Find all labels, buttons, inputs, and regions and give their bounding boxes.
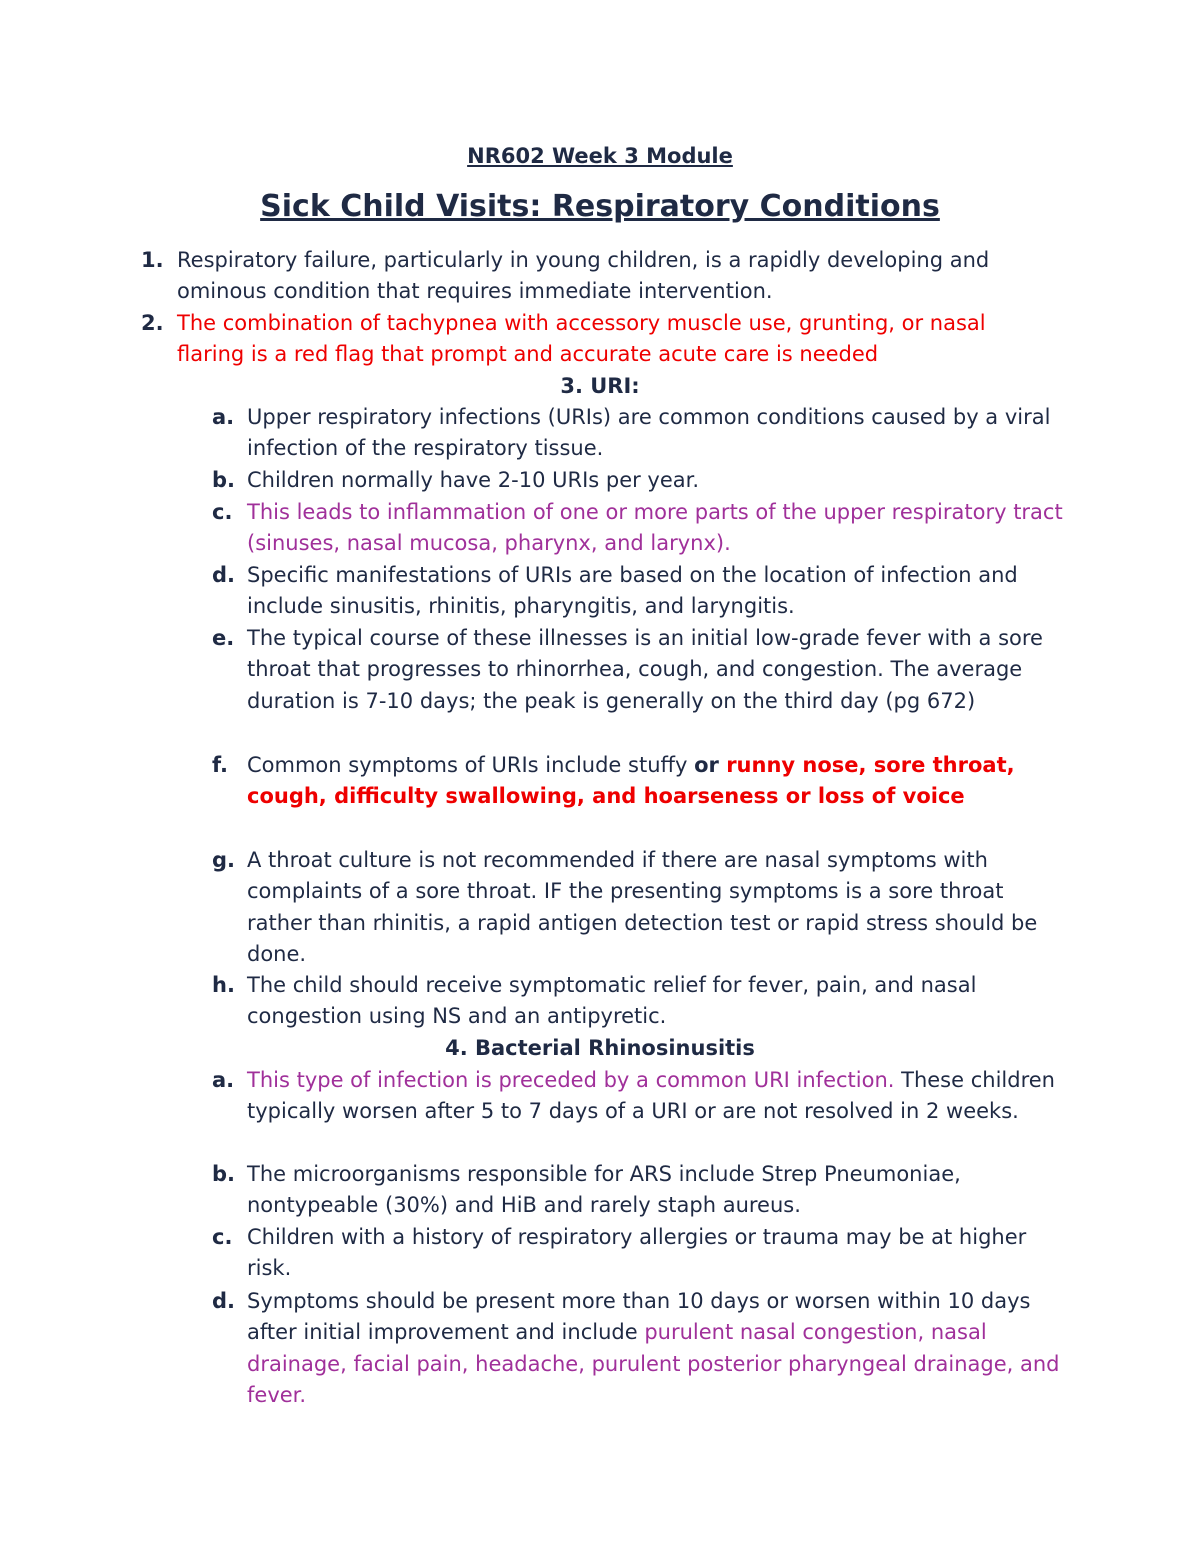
uri-item-f (212, 750, 1067, 813)
list-item-2 (141, 308, 1057, 371)
list-item-text: This leads to inflammation of one or more parts of the upper respiratory tract (sinuses, nasal mucosa, pharynx, and larynx). (247, 500, 1063, 556)
list-marker: a. (212, 405, 235, 429)
uri-item-h (212, 970, 1067, 1033)
list-item-text: The combination of tachypnea with accessory muscle use, grunting, or nasal flaring is a red flag that prompt and accurate acute care is needed (177, 311, 986, 367)
list-item-text: Upper respiratory infections (URIs) are common conditions caused by a viral infection of the respiratory tissue. (247, 405, 1051, 461)
list-item-text-highlight: This type of infection is preceded by a common URI infection. (247, 1068, 895, 1092)
list-marker: 2. (141, 311, 164, 335)
list-item-text: Common symptoms of URIs include stuffy (247, 753, 695, 777)
list-item-text: The typical course of these illnesses is an initial low-grade fever with a sore throat that progresses to rhinorrhea, cough, and congestion. The average duration is 7-10 days; the peak is generally on the third day (pg 672) (247, 626, 1043, 713)
list-item-text: Symptoms should be present more than 10 days or worsen within 10 days after initial improvement and include (247, 1289, 1031, 1345)
list-marker: e. (212, 626, 235, 650)
list-marker: 1. (141, 248, 164, 272)
list-marker: g. (212, 848, 236, 872)
list-marker: f. (212, 753, 228, 777)
rhino-item-a (212, 1065, 1067, 1128)
section-heading-uri: 3. URI: (560, 374, 640, 398)
uri-item-c (212, 497, 1067, 560)
document-subtitle: NR602 Week 3 Module (467, 144, 733, 168)
list-item-text: The child should receive symptomatic relief for fever, pain, and nasal congestion using NS and an antipyretic. (247, 973, 977, 1029)
list-marker: b. (212, 468, 236, 492)
list-item-text: Specific manifestations of URIs are based on the location of infection and include sinusitis, rhinitis, pharyngitis, and laryngitis. (247, 563, 1018, 619)
rhino-item-b (212, 1159, 1067, 1222)
uri-item-e (212, 623, 1067, 717)
list-marker: d. (212, 563, 236, 587)
list-marker: c. (212, 500, 233, 524)
list-item-text-highlight: runny nose, sore throat, cough, difficulty swallowing, and hoarseness or loss of voice (247, 753, 1015, 809)
document-title: Sick Child Visits: Respiratory Conditions (260, 189, 940, 224)
uri-item-g (212, 845, 1067, 970)
uri-item-b (212, 465, 1067, 496)
uri-item-a (212, 402, 1067, 465)
list-item-text: These children typically worsen after 5 to 7 days of a URI or are not resolved in 2 weeks. (247, 1068, 1055, 1124)
list-marker: h. (212, 973, 235, 997)
list-item-1 (141, 245, 1057, 308)
list-item-text-bold: or (694, 753, 727, 777)
list-marker: a. (212, 1068, 235, 1092)
list-marker: c. (212, 1225, 233, 1249)
list-item-text: Children with a history of respiratory allergies or trauma may be at higher risk. (247, 1225, 1027, 1281)
list-item-text: A throat culture is not recommended if there are nasal symptoms with complaints of a sore throat. IF the presenting symptoms is a sore throat rather than rhinitis, a rapid antigen detection test or rapid stress should be done. (247, 848, 1038, 966)
list-item-text-highlight: purulent nasal congestion, nasal drainage, facial pain, headache, purulent posterior pharyngeal drainage, and fever. (247, 1320, 1060, 1407)
list-marker: b. (212, 1162, 236, 1186)
list-item-text: Respiratory failure, particularly in young children, is a rapidly developing and ominous condition that requires immediate intervention. (177, 248, 990, 304)
uri-item-d (212, 560, 1067, 623)
list-marker: d. (212, 1289, 236, 1313)
section-heading-rhinosinusitis: 4. Bacterial Rhinosinusitis (445, 1036, 755, 1060)
rhino-item-c (212, 1222, 1067, 1285)
list-item-text: The microorganisms responsible for ARS include Strep Pneumoniae, nontypeable (30%) and HiB and rarely staph aureus. (247, 1162, 961, 1218)
list-item-text: Children normally have 2-10 URIs per year. (247, 468, 700, 492)
rhino-item-d (212, 1286, 1067, 1411)
